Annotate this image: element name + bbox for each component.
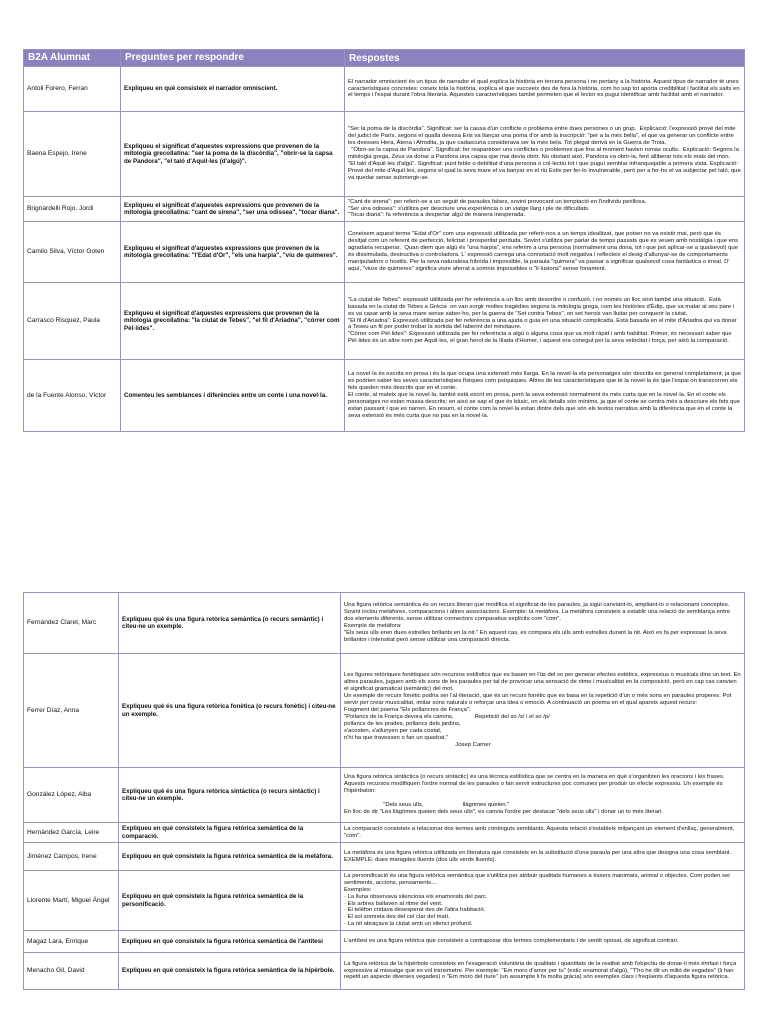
- answer-cell: [341, 871, 745, 931]
- answer-cell: [341, 953, 745, 990]
- answer-text: L'antítesi es una figura retòrica que consisteix a contraposar dos termes complementaris i de sentit oposat, de significat contrari.: [344, 938, 679, 945]
- question-text: Expliqueu el significat d'aquestes expressions que provenen de la mitologia grecollatina: "la ciutat de Tebes", "el fil d'Ariadna", "córrer com Pèl·lides".: [121, 283, 345, 360]
- student-name: Baena Espejo, Irene: [24, 112, 121, 197]
- answer-cell: [345, 197, 745, 222]
- table-row: [24, 197, 745, 222]
- answer-cell: [341, 768, 745, 823]
- student-name: Menacho Gil, David: [24, 953, 119, 990]
- student-name: Ferrer Díaz, Anna: [24, 654, 119, 768]
- answer-cell: [345, 360, 745, 432]
- question-text: Expliqueu el significat d'aquestes expressions que provenen de la mitologia grecollatina: "cant de sirena", "ser una odissea", "tocar diana".: [121, 197, 345, 222]
- question-text: Expliqueu en què consisteix la figura retòrica semàntica de la comparació.: [119, 823, 341, 843]
- question-text: Expliqueu en què consisteix el narrador omniscient.: [121, 67, 345, 112]
- table-row: [24, 953, 745, 990]
- question-text: Expliqueu el significat d'aquestes expressions que provenen de la mitologia grecollatina: "ser la poma de la discòrdia", "obrir-se la capsa de Pandora", "el taló d'Aquil·les (d'algú)".: [121, 112, 345, 197]
- student-name: Brignardelli Rojo, Jordi: [24, 197, 121, 222]
- answer-cell: [341, 843, 745, 871]
- question-text: Comenteu les semblances i diferències entre un conte i una novel·la.: [121, 360, 345, 432]
- answer-cell: [341, 593, 745, 654]
- student-name: Hernández García, Leire: [24, 823, 119, 843]
- table-row: [24, 654, 745, 768]
- table-row: [24, 283, 745, 360]
- table-row: [24, 768, 745, 823]
- answer-cell: [345, 112, 745, 197]
- answer-text: La metàfora és una figura retòrica utilitzada en literatura que consisteix en la substitució d'una paraula per una altra que designa una cosa semblant. EXEMPLE: dues maragdes lluents (dos ulls verds lluents).: [344, 849, 732, 863]
- answer-text: La novel·la és escrita en prosa i és la que ocupa una extensió més llarga. En la novel·la els personatges són descrits en general completament, ja que es podrien saber les seves característiques físiques com psíquiques. Altres de les característiques que té la novel·la és que l'espai on transcorren els fets queden més descrits que en el conte. El conte, al mateix que la novel·la, també està escrit en prosa, però la seva extensió normalment és més curta que en la novel·la. En el conte els personatges no estan massa descrits; en això se sap el que és bàsic, on els detalls són mínims, ja que el conte se centra més a descriure els fets que estan passant i que es narren. En resum, el conte com la novel·la estan dintre dels que són els textos narratius amb la diferència que en el conte la seva extensió és més curta que no pas en la novel·la.: [348, 371, 741, 419]
- answer-text: Coneixem aquest terme "Edat d'Or" com una expressió utilitzada per referir-nos a un temps idealitzat, que potser no va existir mai, però que és desitjat com un referent de perfecció, felicitat i prosperitat perduda. Sovint s'utilitza per parlar de temps passats que es veuen amb nostàlgia i que ens agradaria recuperar. Quan diem que algú és "una harpia", ens referim a una persona (normalment una dona, tot i que pot aplicar-se a qualsevol) que és dissimulada, destructiva o controladora. L' expressió carrega una connotació molt negativa i reflecteix el desig d'allunyar-se de comportaments manipuladors o hostils. Per la seva naturalesa híbrida i impossible, la paraula "quimera" va passar a significar qualsevol cosa fantàstica o irreal. D' aquí, "viure de quimeres" significa viure aferrat a somnis impossibles o "il·lusions" sense fonament.: [348, 231, 740, 272]
- answer-cell: [341, 654, 745, 768]
- question-text: Expliqueu en què consisteix la figura retòrica semàntica de l'antítesi: [119, 931, 341, 953]
- table-row: [24, 360, 745, 432]
- answer-text: La comparació consisteix a relacionar dos termes amb continguts semblants. Aquesta relació s'estableix mitjançant un element d'enllaç, generalment, "com".: [344, 825, 736, 839]
- table-row: [24, 222, 745, 283]
- answer-cell: [345, 67, 745, 112]
- table-row: [24, 931, 745, 953]
- table-header-row: [24, 50, 745, 67]
- question-text: Expliqueu en què consisteix la figura retòrica semàntica de la hipèrbole.: [119, 953, 341, 990]
- student-name: de la Fuente Alonso, Víctor: [24, 360, 121, 432]
- assignments-table-1: [23, 49, 745, 432]
- answer-text: "Ser la poma de la discòrdia". Significat: ser la causa d'un conflicte o problema entre dues persones o un grup. Explicació: l'expressió prové del mite del judici de París, segons el qualla deessa Eris va llançar una poma d'or amb la inscripció: "per a la més bella", el que va generar un conflicte entre les deesses Hera, Atena i Afrodita, ja que cadascuna considerava ser la més bela. Tot plegat derivà en la Guerra de Troia. "Obrir-se la capsa de Pandora". Significat: fer reaparèixer uns conflictes o problemes que fins al moment havien romàs ocults. Explicació: Segons la mitologia grega, Zeus va donar a Pandora una capsa que mai devia obrir. No obstant això, Pandora va obrir-la, fent alliberar tots els mals del món. "El taló d'Aquil·les d'algú". Significat: punt feble o debilitat d'una persona o col·lectiu tot i que puguí semblar infranquejable a primera vista. Explicació: Prové del mite d'Aquil·les, segons el qual la seva mare el va banyar en el riu Estix per fer-lo invulnerable, però per a fer-ho el va subjectar pel taló, que va quedar sense submergir-se.: [348, 126, 741, 181]
- answer-text: "La ciutat de Tebes": expressió utilitzada per fer referència a un lloc amb desordre o confusió, i no només un lloc sinó també una situació. Està basada en la ciutat de Tebes a Grècia on van sorgir moltes tragèdies segons la mitologia grega, com les històries d'Èdip, que va matar al seu pare i es va casar amb la seva mare sense saber-ho, per la guerra de "Set contra Tebes", on set herois van lluitar per conquerir la ciutat. "El fil d'Ariadna": Expressió utilitzada per fer referència a una ajuda o guia en una situació complicada. Està basada en el mite d'Ariadna qui va donar a Teseu un fil per poder trobar la sortida del laberint del minotaure. "Córrer com Pèl·lides": Expressió utilitzada per fer referència a algú o alguna cosa que va molt ràpid i amb habilitat. Primer, és necessari saber que Pèl·lides és un altre nom per Aquil·les, el gran herol de la Ilíada d'Homer, i aquest era conegut per la seva velocitat i força, per això la comparació.: [348, 296, 737, 345]
- header-student: B2A Alumnat: [24, 50, 121, 67]
- student-name: Magaz Lara, Enrique: [24, 931, 119, 953]
- answer-text: Una figura retòrica semàntica és un recurs literari que modifica el significat de les paraules, ja sigui canviant-lo, ampliant-lo o relacionant conceptes. Sovint inclou metàfores, comparacions i altres associacions. Exemple: la metàfora. La metàfora consisteix a establir una relació de semblança entre dos elements diferents, sense utilitzar connectors comparatius explícits com "com". Exemple de metàfora: "Els seus ulls eren dues estrelles brillants en la nit." En aquest cas, es compara els ulls amb estrelles durant la nit. Això es fa per expressar la seva brillantor i intensitat però sense utilitzar una comparació directa.: [344, 602, 731, 643]
- answer-text: Les figures retòriques fonètiques són recursos estilístics que es basen en l'ús del so per generar efectes estètics, expressius o musicals dins un text. En altres paraules, juguen amb els sons de les paraules per tal de provocar una sensació de ritme i musicalitat en la composició, però en cap cas canvien el significat gramatical (semàntic) del mot. Un exemple de recurs fonètic podria ser l'al·literació, que és un recurs fonètic que es basa en la repetició d'un o més sons en paraules properes. Pot servir per crear musicalitat, imitar sons naturals o reforçar una idea o emoció. A continuació un poema en el qual apareix aquest recurs: Fragment del poema "Els pollancres de França": "Pollancs de la França devora els camins, Repetició del so /s/ i el so /p/ pollancs de les prades, pollancs dels jardins, s'acosten, s'allunyen per cada costat, n'hi ha que travessen o fan un quadrat." Josep Carner: [344, 672, 741, 748]
- table-row: [24, 112, 745, 197]
- answer-text: Una figura retòrica sintàctica (o recurs sintàctic) és una tècnica estilística que se centra en la manera en què s'organitzen les oracions i les frases. Aquests recursos modifiquen l'ordre normal de les paraules o fan servir estructures poc comunes per produir un efecte expressiu. Un exemple és l'hipèrbaton: "Dels seus ulls, llàgrimes queien." En lloc de dir "Les llàgrimes queien dels seus ulls", es canvia l'ordre per destacar "dels seus ulls" i donar un to més literari.: [344, 774, 725, 815]
- question-text: Expliqueu què és una figura retòrica semàntica (o recurs semàntic) i citeu-ne un exemple.: [119, 593, 341, 654]
- assignments-table-2: [23, 592, 745, 990]
- student-name: Carrasco Risquez, Paula: [24, 283, 121, 360]
- table-row: [24, 593, 745, 654]
- table-row: [24, 67, 745, 112]
- answer-cell: [345, 283, 745, 360]
- answer-text: "Cant de sirena": per referir-se a un seguit de paraules falses, sovint provocant un temptació en l'individu perillosa. "Ser una odissea": s'utilitza per descriure una experiència o un viatge llarg i ple de dificultats. "Tocar diana": fa referència a despertar algú de manera inesperada.: [348, 198, 647, 219]
- question-text: Expliqueu el significat d'aquestes expressions que provenen de la mitologia grecollatina: "l'Edat d'Or", "els una harpia", "viu de quimeres".: [121, 222, 345, 283]
- student-name: González López, Alba: [24, 768, 119, 823]
- table-row: [24, 843, 745, 871]
- student-name: Antoli Forero, Ferran: [24, 67, 121, 112]
- table-row: [24, 871, 745, 931]
- question-text: Expliqueu en què consisteix la figura retòrica semàntica de la personificació.: [119, 871, 341, 931]
- answer-text: El narrador omniscient és un tipus de narrador el qual explica la història en tercera persona i no pertany a la història. Aquest tipus de narrador té unes característiques concretes: coneix tota la història, explica el que succeeix des de fora la història, com ho sap tot aporta credibilitat i facilitat els salts en el temps i l'espai durant l'obra literària. Aquestes característiques també permeten que el lector es pugui identificar amb facilitat amb el narrador.: [348, 78, 742, 99]
- answer-cell: [345, 222, 745, 283]
- header-question: Preguntes per respondre: [121, 50, 345, 67]
- answer-cell: [341, 931, 745, 953]
- header-answer: Respostes: [345, 50, 745, 67]
- answer-text: La figura retòrica de la hipèrbole consisteix en l'exageració voluntària de qualitats i quantitats de la realitat amb l'objectiu de donar-li més èmfasi i força expressiva al missatge que es vol transmetre. Per exemple: "Em moro d'amor per tu" (estic enamorat d'algú), "T'ho he dit un milió de vegades" (li han repetit un aspecte diverses vegades) o "Em moro del riure" (un assumpte li fa molta gràcia) són exemples clars i freqüents d'aquesta figura retòrica.: [344, 960, 738, 981]
- question-text: Expliqueu què és una figura retòrica fonètica (o recurs fonètic) i citeu-ne un exemple.: [119, 654, 341, 768]
- student-name: Jiménez Campos, Irene: [24, 843, 119, 871]
- answer-cell: [341, 823, 745, 843]
- table-row: [24, 823, 745, 843]
- student-name: Fernández Claret, Marc: [24, 593, 119, 654]
- answer-text: La personificació és una figura retòrica semàntica que s'utilitza per atribuir qualitats humanes a éssers inanimats, animal o objectes. Com poden ser sentiments, accions, pensaments.... Exemples: · La lluna observava silenciosa els enamorats del parc. · Els arbres ballaven al ritme del vent. · El telèfon cridava desesperat des de l'altra habitació. · El sol somreia des del cel clar del matí. · La nit abraçava la ciutat amb un silenci profund.: [344, 872, 731, 928]
- question-text: Expliqueu què és una figura retòrica sintàctica (o recurs sintàctic) i citeu-ne un exemple.: [119, 768, 341, 823]
- student-name: Camilo Silva, Víctor Goten: [24, 222, 121, 283]
- student-name: Llorente Martí, Miguel Ángel: [24, 871, 119, 931]
- question-text: Expliqueu en què consisteix la figura retòrica semàntica de la metàfora.: [119, 843, 341, 871]
